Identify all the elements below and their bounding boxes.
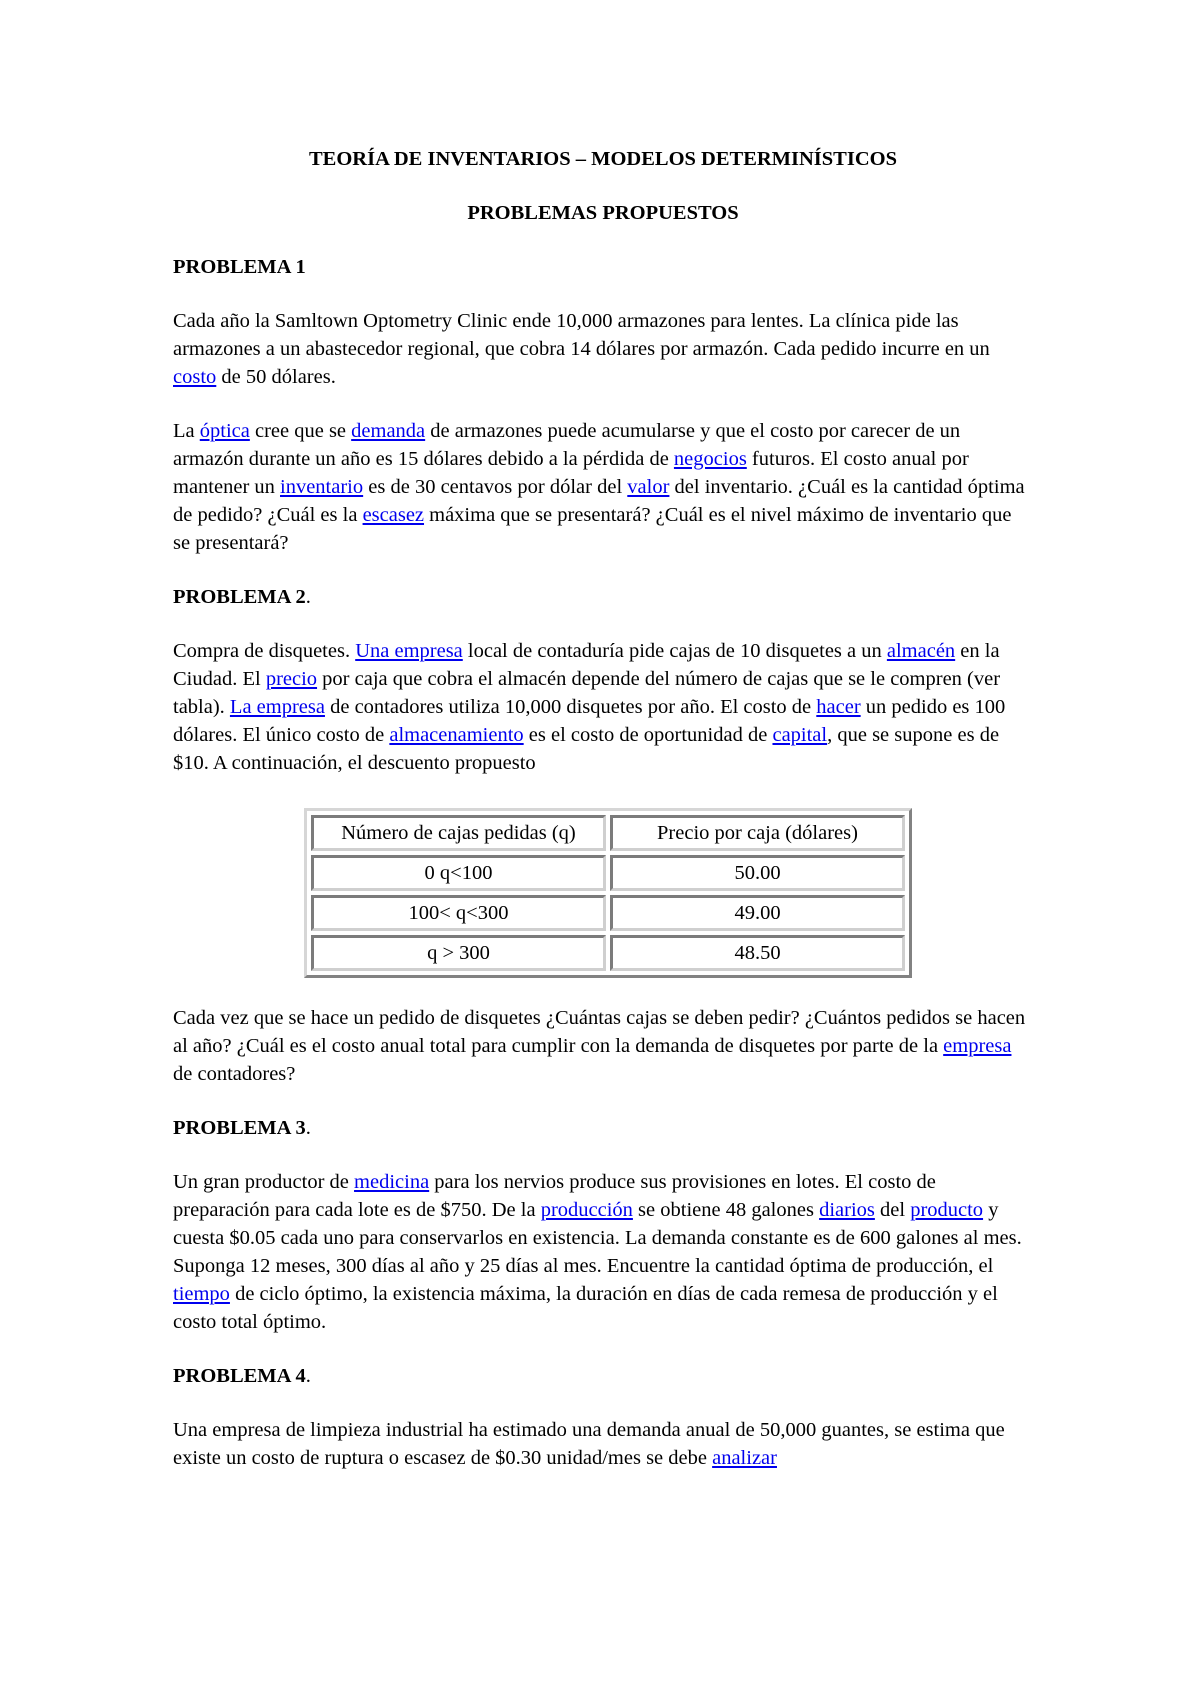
text-span: de armazones puede acumularse y que el costo por carecer de un armazón durante un año es 15 dólares debido a la pérdida de: [173, 420, 961, 470]
problem-3-heading: [173, 1114, 1033, 1142]
problem-2-heading-text: PROBLEMA 2: [173, 586, 306, 608]
heading-dot: .: [305, 1365, 311, 1387]
document-body: [173, 145, 1033, 1472]
table-row: [311, 855, 905, 891]
problem-1-paragraph-1: [173, 307, 1033, 391]
link-almacen[interactable]: almacén: [886, 640, 956, 662]
link-escasez[interactable]: escasez: [362, 504, 425, 526]
text-span: de 50 dólares.: [216, 366, 336, 388]
text-span: futuros. El costo anual por mantener un: [173, 448, 969, 498]
text-span: en la Ciudad. El: [173, 640, 1000, 690]
problem-4-paragraph-1: [173, 1416, 1033, 1472]
text-span: Cada vez que se hace un pedido de disquetes ¿Cuántas cajas se deben pedir? ¿Cuántos pedidos se hacen al año? ¿Cuál es el costo anual total para cumplir con la demanda de disquetes por parte de la: [173, 1007, 1026, 1057]
table-cell: 49.00: [610, 895, 905, 931]
text-span: máxima que se presentará? ¿Cuál es el nivel máximo de inventario que se presentará?: [173, 504, 1012, 554]
problem-4-heading: [173, 1362, 1033, 1390]
text-span: Una empresa de limpieza industrial ha estimado una demanda anual de 50,000 guantes, se estima que existe un costo de ruptura o escasez de $0.30 unidad/mes se debe: [173, 1419, 1005, 1469]
table-header-cell: Precio por caja (dólares): [610, 815, 905, 851]
text-span: local de contaduría pide cajas de 10 disquetes a un: [462, 640, 887, 662]
document-subtitle: PROBLEMAS PROPUESTOS: [467, 202, 739, 224]
text-span: se obtiene 48 galones: [632, 1199, 820, 1221]
table-row: [311, 895, 905, 931]
discount-table-wrapper: [173, 808, 1033, 978]
document-title: TEORÍA DE INVENTARIOS – MODELOS DETERMINÍSTICOS: [309, 148, 897, 170]
table-cell: q > 300: [311, 935, 606, 971]
link-tiempo[interactable]: tiempo: [173, 1283, 230, 1305]
problem-3-heading-text: PROBLEMA 3: [173, 1117, 306, 1139]
problem-1-paragraph-2: [173, 417, 1033, 557]
text-span: un pedido es 100 dólares. El único costo de: [173, 696, 1006, 746]
text-span: del inventario. ¿Cuál es la cantidad óptima de pedido? ¿Cuál es la: [173, 476, 1025, 526]
problem-2-heading: [173, 583, 1033, 611]
link-capital[interactable]: capital: [772, 724, 828, 746]
table-cell: 100< q<300: [311, 895, 606, 931]
text-span: de contadores?: [173, 1063, 296, 1085]
link-diarios[interactable]: diarios: [819, 1199, 875, 1221]
problem-3-paragraph-1: [173, 1168, 1033, 1336]
table-row: [311, 935, 905, 971]
table-header-row: [311, 815, 905, 851]
link-hacer[interactable]: hacer: [816, 696, 861, 718]
text-span: Un gran productor de: [173, 1171, 355, 1193]
text-span: y cuesta $0.05 cada uno para conservarlos en existencia. La demanda constante es de 600 galones al mes. Suponga 12 meses, 300 días al año y 25 días al mes. Encuentre la cantidad óptima de producción, el: [173, 1199, 1022, 1277]
link-medicina[interactable]: medicina: [354, 1171, 430, 1193]
table-cell: 50.00: [610, 855, 905, 891]
text-span: cree que se: [249, 420, 352, 442]
link-la-empresa[interactable]: La empresa: [229, 696, 325, 718]
text-span: , que se supone es de $10. A continuación, el descuento propuesto: [173, 724, 1000, 774]
link-analizar[interactable]: analizar: [712, 1447, 777, 1469]
link-optica[interactable]: óptica: [199, 420, 250, 442]
link-inventario[interactable]: inventario: [280, 476, 364, 498]
text-span: de contadores utiliza 10,000 disquetes por año. El costo de: [324, 696, 817, 718]
text-span: Compra de disquetes.: [173, 640, 356, 662]
link-almacenamiento[interactable]: almacenamiento: [389, 724, 524, 746]
problem-2-paragraph-1: [173, 637, 1033, 777]
problem-2-paragraph-2: [173, 1004, 1033, 1088]
text-span: de ciclo óptimo, la existencia máxima, la duración en días de cada remesa de producción y el costo total óptimo.: [173, 1283, 998, 1333]
text-span: es el costo de oportunidad de: [523, 724, 773, 746]
link-demanda[interactable]: demanda: [351, 420, 426, 442]
link-empresa[interactable]: empresa: [943, 1035, 1012, 1057]
heading-dot: .: [305, 1117, 311, 1139]
text-span: para los nervios produce sus provisiones en lotes. El costo de preparación para cada lote es de $750. De la: [173, 1171, 936, 1221]
text-span: del: [874, 1199, 911, 1221]
text-span: La: [173, 420, 200, 442]
link-producto[interactable]: producto: [910, 1199, 984, 1221]
discount-table: [304, 808, 912, 978]
text-span: Cada año la Samltown Optometry Clinic ende 10,000 armazones para lentes. La clínica pide las armazones a un abastecedor regional, que cobra 14 dólares por armazón. Cada pedido incurre en un: [173, 310, 990, 360]
table-header-cell: Número de cajas pedidas (q): [311, 815, 606, 851]
text-span: por caja que cobra el almacén depende del número de cajas que se le compren (ver tabla).: [173, 668, 1001, 718]
table-cell: 48.50: [610, 935, 905, 971]
link-negocios[interactable]: negocios: [673, 448, 747, 470]
link-valor[interactable]: valor: [627, 476, 670, 498]
problem-4-heading-text: PROBLEMA 4: [173, 1365, 306, 1387]
problem-1-heading: PROBLEMA 1: [173, 256, 306, 278]
table-cell: 0 q<100: [311, 855, 606, 891]
link-precio[interactable]: precio: [265, 668, 318, 690]
heading-dot: .: [305, 586, 311, 608]
link-una-empresa[interactable]: Una empresa: [355, 640, 463, 662]
link-produccion[interactable]: producción: [540, 1199, 633, 1221]
text-span: es de 30 centavos por dólar del: [363, 476, 628, 498]
link-costo[interactable]: costo: [173, 366, 217, 388]
